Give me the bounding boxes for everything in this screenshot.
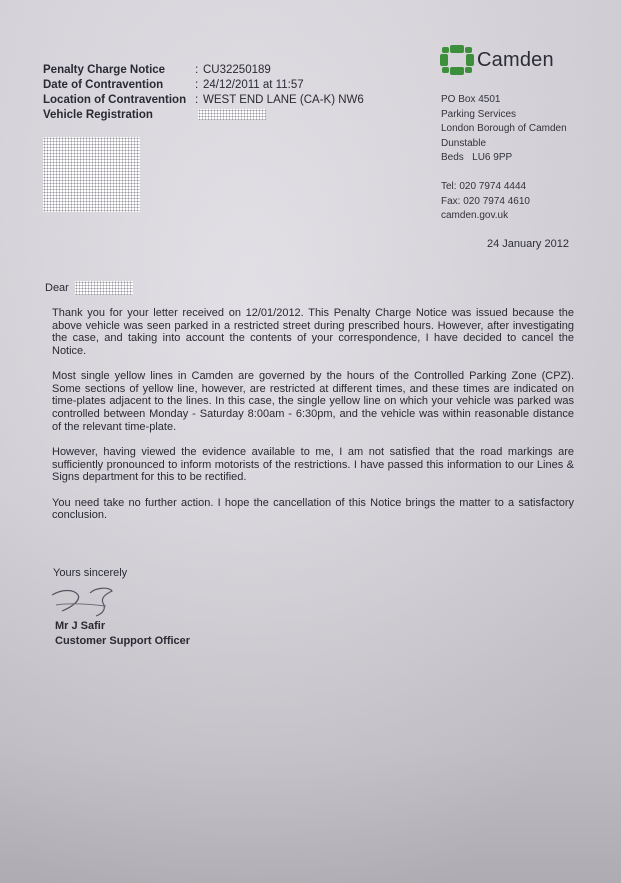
field-label: Date of Contravention — [43, 79, 164, 91]
address-line: Parking Services — [441, 108, 517, 120]
field-value: 24/12/2011 at 11:57 — [203, 79, 304, 91]
signatory-name: Mr J Safir — [55, 620, 106, 632]
sender-address — [441, 93, 567, 166]
letter-body — [52, 307, 574, 535]
signatory-title: Customer Support Officer — [55, 635, 191, 647]
paragraph: Most single yellow lines in Camden are governed by the hours of the Controlled Parking Zone (CPZ). Some sections of yellow line, however, are restricted at different times, and these times are indicated on time-plates adjacent to the lines. In this case, the single yellow line on which your vehicle was parked was controlled between Monday - Saturday 8:00am - 6:30pm, and the vehicle was within reasonable distance of the relevant time-plate. — [52, 370, 574, 433]
contravention-date-row — [43, 78, 364, 93]
handwritten-signature — [48, 583, 123, 619]
telephone: Tel: 020 7974 4444 — [441, 181, 527, 192]
camden-logo — [440, 45, 554, 75]
paragraph: However, having viewed the evidence available to me, I am not satisfied that the road markings are sufficiently pronounced to inform motorists of the restrictions. I have passed this information to our Lines & Signs department for this to be rectified. — [52, 445, 574, 484]
field-label: Location of Contravention — [43, 94, 187, 106]
fax: Fax: 020 7974 4610 — [441, 195, 530, 207]
address-line: London Borough of Camden — [441, 123, 567, 134]
field-separator: : — [195, 94, 199, 106]
redacted-recipient-address — [43, 137, 140, 212]
field-value: CU32250189 — [203, 64, 271, 76]
field-separator: : — [195, 79, 199, 91]
pcn-number-row — [43, 63, 364, 78]
redacted-registration — [198, 109, 266, 120]
contact-details — [441, 180, 530, 224]
signatory — [55, 619, 190, 649]
address-line: Dunstable — [441, 137, 487, 149]
address-line: Beds LU6 9PP — [441, 152, 513, 163]
website: camden.gov.uk — [441, 210, 509, 221]
field-label: Vehicle Registration — [43, 109, 153, 121]
letter-date: 24 January 2012 — [487, 238, 569, 250]
paragraph: You need take no further action. I hope the cancellation of this Notice brings the matter to a satisfactory conclusion. — [52, 496, 574, 522]
contravention-location-row — [43, 93, 364, 108]
redacted-recipient-name — [75, 281, 133, 295]
field-label: Penalty Charge Notice — [43, 64, 166, 76]
closing: Yours sincerely — [53, 567, 128, 579]
logo-text: Camden — [477, 48, 554, 71]
camden-logo-icon — [440, 45, 474, 75]
field-value: WEST END LANE (CA-K) NW6 — [203, 94, 364, 106]
paragraph: Thank you for your letter received on 12/01/2012. This Penalty Charge Notice was issued because the above vehicle was seen parked in a restricted street during prescribed hours. However, after investigating the case, and taking into account the contents of your correspondence, I have decided to cancel the Notice. — [52, 307, 574, 357]
salutation: Dear — [45, 282, 69, 294]
field-separator: : — [195, 64, 199, 76]
address-line: PO Box 4501 — [441, 94, 501, 105]
